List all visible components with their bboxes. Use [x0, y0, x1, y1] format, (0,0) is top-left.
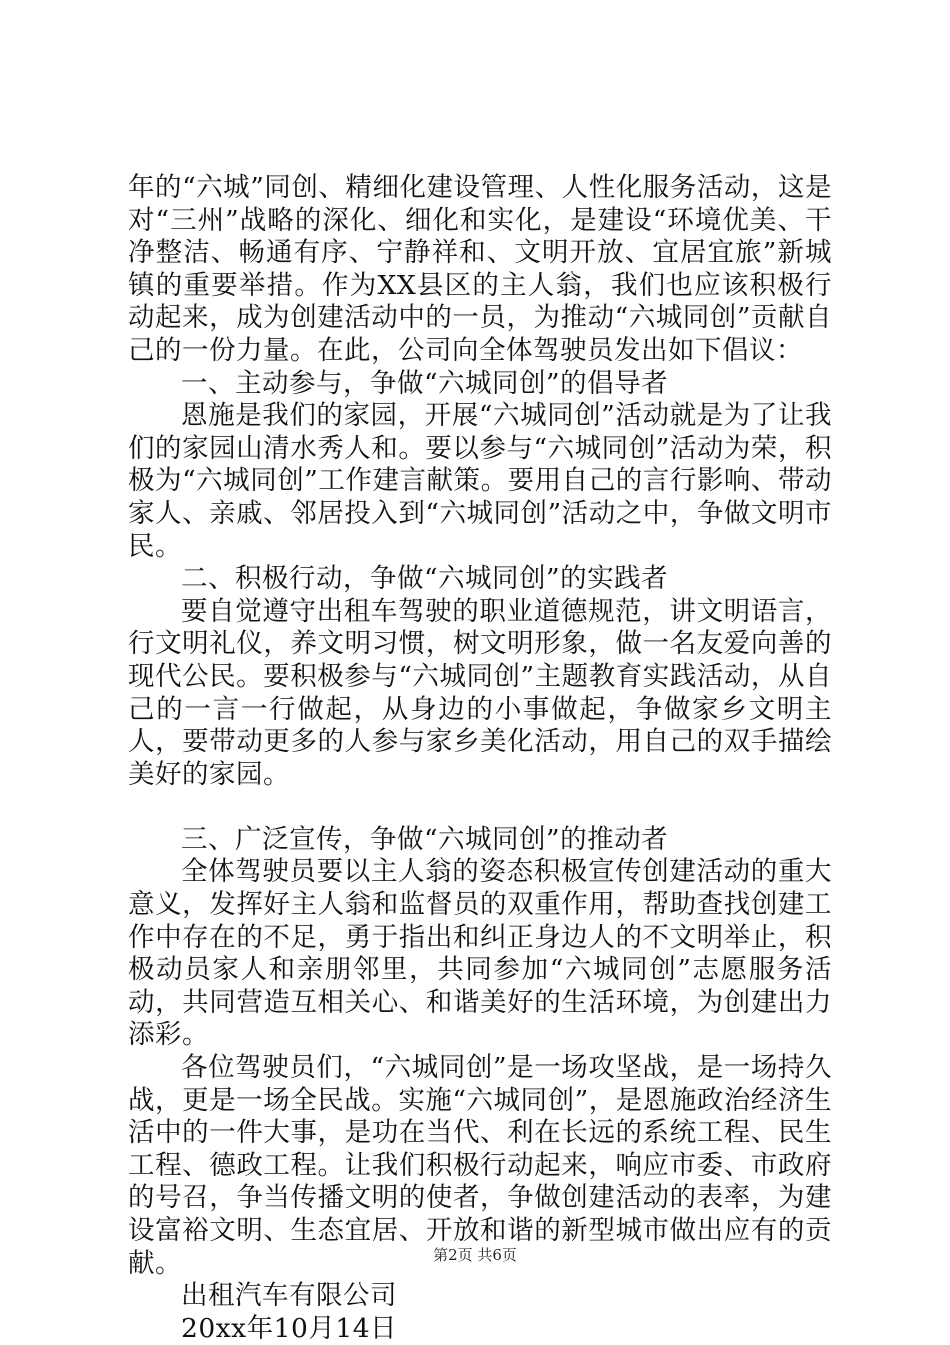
- page-number: 第2页 共6页: [433, 1246, 517, 1264]
- section-body-2: 要自觉遵守出租车驾驶的职业道德规范，讲文明语言，行文明礼仪，养文明习惯，树文明形象，做一名友爱向善的现代公民。要积极参与“六城同创”主题教育实践活动，从自己的一言一行做起，从身边的小事做起，争做家乡文明主人，要带动更多的人参与家乡美化活动，用自己的双手描绘美好的家园。: [128, 595, 832, 790]
- blank-line: [128, 791, 832, 824]
- section-body-3: 全体驾驶员要以主人翁的姿态积极宣传创建活动的重大意义，发挥好主人翁和监督员的双重作用，帮助查找创建工作中存在的不足，勇于指出和纠正身边人的不文明举止，积极动员家人和亲朋邻里，共同参加“六城同创”志愿服务活动，共同营造互相关心、和谐美好的生活环境，为创建出力添彩。: [128, 856, 832, 1051]
- signature-company: 出租汽车有限公司: [181, 1280, 397, 1312]
- signature-date: 20xx年10月14日: [181, 1312, 398, 1344]
- document-body: [128, 172, 832, 1345]
- section-body-1: 恩施是我们的家园，开展“六城同创”活动就是为了让我们的家园山清水秀人和。要以参与“六城同创”活动为荣，积极为“六城同创”工作建言献策。要用自己的言行影响、带动家人、亲戚、邻居投入到“六城同创”活动之中，争做文明市民。: [128, 400, 832, 562]
- closing-paragraph: 各位驾驶员们，“六城同创”是一场攻坚战，是一场持久战，更是一场全民战。实施“六城同创”，是恩施政治经济生活中的一件大事，是功在当代、利在长远的系统工程、民生工程、德政工程。让我们积极行动起来，响应市委、市政府的号召，争当传播文明的使者，争做创建活动的表率，为建设富裕文明、生态宜居、开放和谐的新型城市做出应有的贡献。: [128, 1052, 832, 1279]
- section-heading-1: 一、主动参与，争做“六城同创”的倡导者: [181, 367, 669, 399]
- section-heading-2: 二、积极行动，争做“六城同创”的实践者: [181, 563, 669, 595]
- section-heading-3: 三、广泛宣传，争做“六城同创”的推动者: [181, 823, 669, 855]
- intro-paragraph: 年的“六城”同创、精细化建设管理、人性化服务活动，这是对“三州”战略的深化、细化和实化，是建设“环境优美、干净整洁、畅通有序、宁静祥和、文明开放、宜居宜旅”新城镇的重要举措。作为XX县区的主人翁，我们也应该积极行动起来，成为创建活动中的一员，为推动“六城同创”贡献自己的一份力量。在此，公司向全体驾驶员发出如下倡议：: [128, 172, 832, 366]
